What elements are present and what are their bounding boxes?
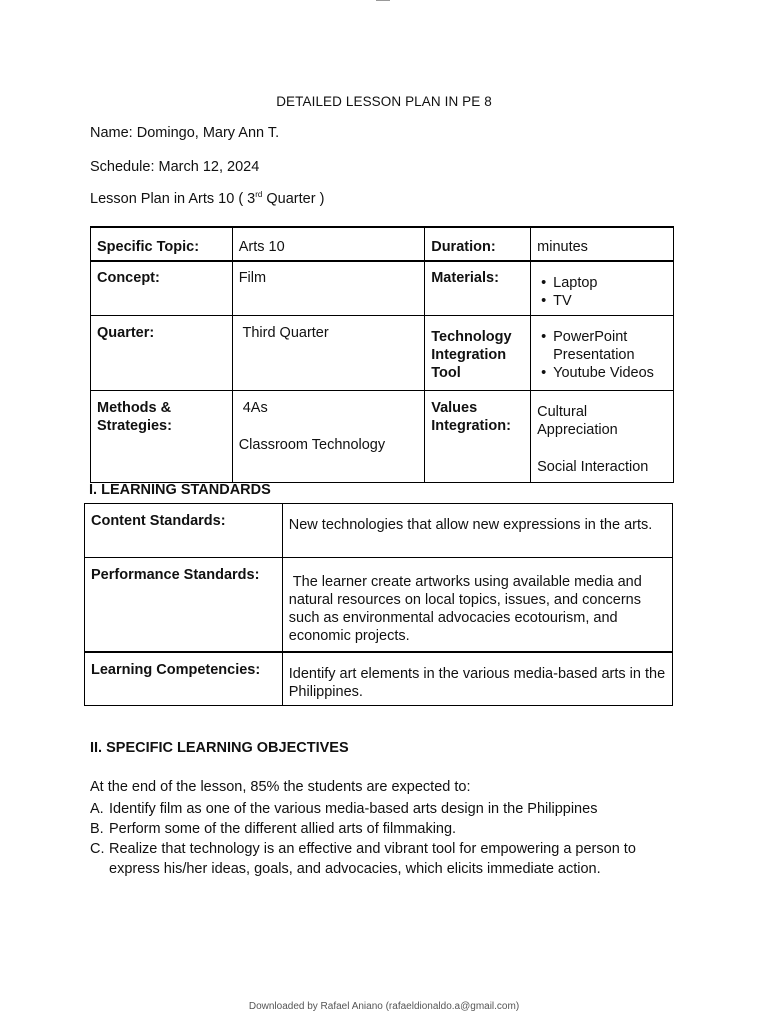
list-item [90,839,670,879]
methods-cell [232,390,425,482]
quarter-label: Quarter: [91,315,233,390]
specific-topic-label: Specific Topic: [91,227,233,261]
list-item [90,819,670,839]
standard-label: Performance Standards: [85,558,283,652]
list-item [90,799,670,819]
materials-list [537,274,667,310]
document-title: DETAILED LESSON PLAN IN PE 8 [276,94,492,109]
objective-text: Perform some of the different allied arts of filmmaking. [109,821,457,837]
technology-label: Technology Integration Tool [425,315,531,390]
methods-value-1: 4As [238,399,268,416]
standard-label: Learning Competencies: [85,652,283,706]
standard-value: New technologies that allow new expressions in the arts. [282,504,672,558]
duration-value: minutes [531,227,674,261]
table-row [85,652,673,706]
materials-cell [531,261,674,315]
concept-label: Concept: [91,261,233,315]
lesson-plan-suffix: Quarter ) [262,191,325,207]
lesson-plan-prefix: Lesson Plan in Arts 10 ( 3 [90,191,256,207]
table-row [91,227,674,261]
objectives-list [90,799,670,879]
materials-label: Materials: [425,261,531,315]
learning-standards-table [84,503,673,706]
page-top-mark [376,0,390,1]
standard-label: Content Standards: [85,504,283,558]
objectives-intro: At the end of the lesson, 85% the students are expected to: [90,779,471,795]
objective-text: Realize that technology is an effective and vibrant tool for empowering a person to express his/her ideas, goals, and advocacies, which elicits immediate action. [109,841,636,877]
technology-list [537,328,667,382]
methods-label: Methods & Strategies: [91,390,233,482]
lesson-plan-sup: rd [255,190,263,199]
lesson-plan-line [90,190,324,207]
table-row [91,315,674,390]
table-row [91,261,674,315]
objective-marker: A. [90,801,104,817]
section-heading-learning-standards: I. LEARNING STANDARDS [89,482,271,498]
technology-cell [531,315,674,390]
schedule-line: Schedule: March 12, 2024 [90,159,260,175]
values-label: Values Integration: [425,390,531,482]
concept-value: Film [232,261,425,315]
table-row [85,504,673,558]
values-value-1: Cultural Appreciation [537,403,618,438]
standard-value: The learner create artworks using available media and natural resources on local topics, issues, and concerns such as environmental advocacies ecotourism, and economic projects. [282,558,672,652]
download-footer: Downloaded by Rafael Aniano (rafaeldionaldo.a@gmail.com) [248,1001,520,1012]
values-value-2: Social Interaction [537,458,649,475]
objective-marker: C. [90,841,105,857]
table-row [85,558,673,652]
list-item: • TV [537,292,667,310]
objective-marker: B. [90,821,104,837]
table-row [91,390,674,482]
name-line: Name: Domingo, Mary Ann T. [90,125,280,141]
lesson-info-table [90,226,674,483]
duration-label: Duration: [425,227,531,261]
quarter-value: Third Quarter [232,315,425,390]
list-item: • PowerPoint Presentation [537,328,667,364]
standard-value: Identify art elements in the various media-based arts in the Philippines. [282,652,672,706]
list-item: • Youtube Videos [537,364,667,382]
values-cell [531,390,674,482]
objective-text: Identify film as one of the various media-based arts design in the Philippines [109,801,598,817]
specific-topic-value: Arts 10 [232,227,425,261]
section-heading-objectives: II. SPECIFIC LEARNING OBJECTIVES [90,740,349,756]
list-item: • Laptop [537,274,667,292]
methods-value-2: Classroom Technology [238,436,386,453]
